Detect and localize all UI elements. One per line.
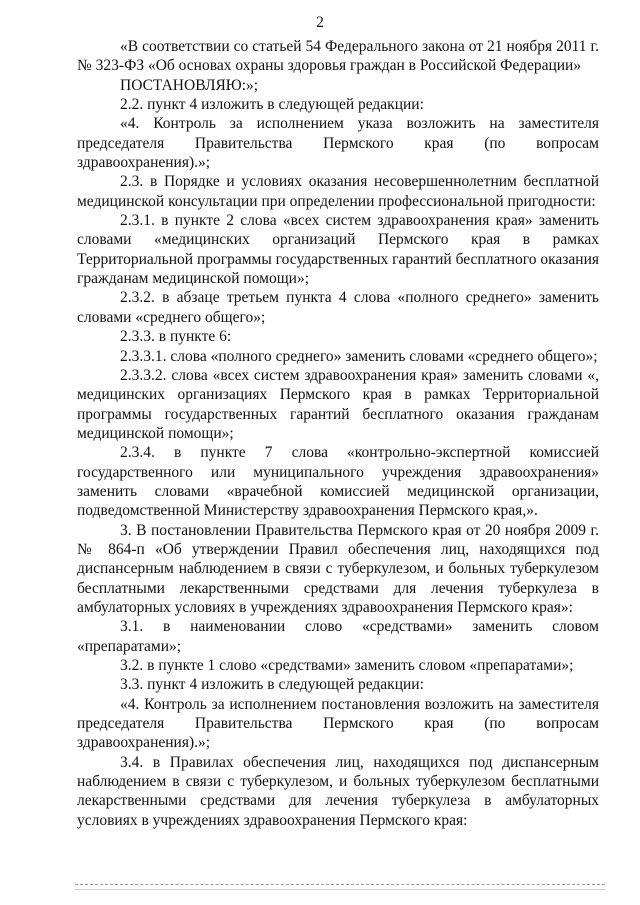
paragraph-2-3-3-1: 2.3.3.1. слова «полного среднего» заменить словами «среднего общего»; xyxy=(120,347,598,365)
paragraph-3-3: 3.3. пункт 4 изложить в следующей редакции: xyxy=(120,676,424,694)
paragraph-2-3-3: 2.3.3. в пункте 6: xyxy=(120,328,232,346)
paragraph-2-2-quote: «4. Контроль за исполнением указа возложить на заместителя председателя Правительства Пермского края (по вопросам здравоохранения).»; xyxy=(77,115,599,172)
paragraph-2-3-4: 2.3.4. в пункте 7 слова «контрольно-экспертной комиссией государственного или муниципального учреждения здравоохранения» заменить словами «врачебной комиссией медицинской организации, подведомственной Министерству здравоохранения Пермского края,». xyxy=(77,444,599,520)
paragraph-3: 3. В постановлении Правительства Пермского края от 20 ноября 2009 г. № 864-п «Об утверждении Правил обеспечения лиц, находящихся под диспансерным наблюдением в связи с туберкулезом, и больных туберкулезом бесплатными лекарственными средствами для лечения туберкулеза в амбулаторных условиях в учреждениях здравоохранения Пермского края»: xyxy=(77,521,599,616)
paragraph-preamble: «В соответствии со статьей 54 Федерального закона от 21 ноября 2011 г. № 323-ФЗ «Об основах охраны здоровья граждан в Российской Федерации» xyxy=(77,38,599,75)
paragraph-3-3-quote: «4. Контроль за исполнением постановления возложить на заместителя председателя Правительства Пермского края (по вопросам здравоохранения).»; xyxy=(77,695,599,752)
paragraph-2-2: 2.2. пункт 4 изложить в следующей редакции: xyxy=(120,96,424,114)
paragraph-2-3-1: 2.3.1. в пункте 2 слова «всех систем здравоохранения края» заменить словами «медицинских организаций Пермского края в рамках Территориальной программы государственных гарантий бесплатного оказания гражданам медицинской помощи»; xyxy=(77,212,599,288)
paragraph-2-3-2: 2.3.2. в абзаце третьем пункта 4 слова «полного среднего» заменить словами «среднего общего»; xyxy=(77,289,599,326)
paragraph-3-4: 3.4. в Правилах обеспечения лиц, находящихся под диспансерным наблюдением в связи с туберкулезом, и больных туберкулезом бесплатными лекарственными средствами для лечения туберкулеза в амбулаторных условиях в учреждениях здравоохранения Пермского края: xyxy=(77,753,599,829)
paragraph-3-2: 3.2. в пункте 1 слово «средствами» заменить словом «препаратами»; xyxy=(120,657,574,674)
document-body xyxy=(77,37,599,830)
paragraph-2-3-3-2: 2.3.3.2. слова «всех систем здравоохранения края» заменить словами «, медицинских организациях Пермского края в рамках Территориальной программы государственных гарантий бесплатного оказания гражданам медицинской помощи»; xyxy=(77,366,599,442)
page-number: 2 xyxy=(316,14,324,31)
scan-edge-line-secondary xyxy=(75,889,605,890)
scan-edge-line xyxy=(75,884,605,885)
paragraph-3-1: 3.1. в наименовании слово «средствами» заменить словом «препаратами»; xyxy=(77,618,599,655)
paragraph-2-3: 2.3. в Порядке и условиях оказания несовершеннолетним бесплатной медицинской консультации при определении профессиональной пригодности: xyxy=(77,173,599,210)
paragraph-postanovlyayu: ПОСТАНОВЛЯЮ:»; xyxy=(120,76,259,94)
